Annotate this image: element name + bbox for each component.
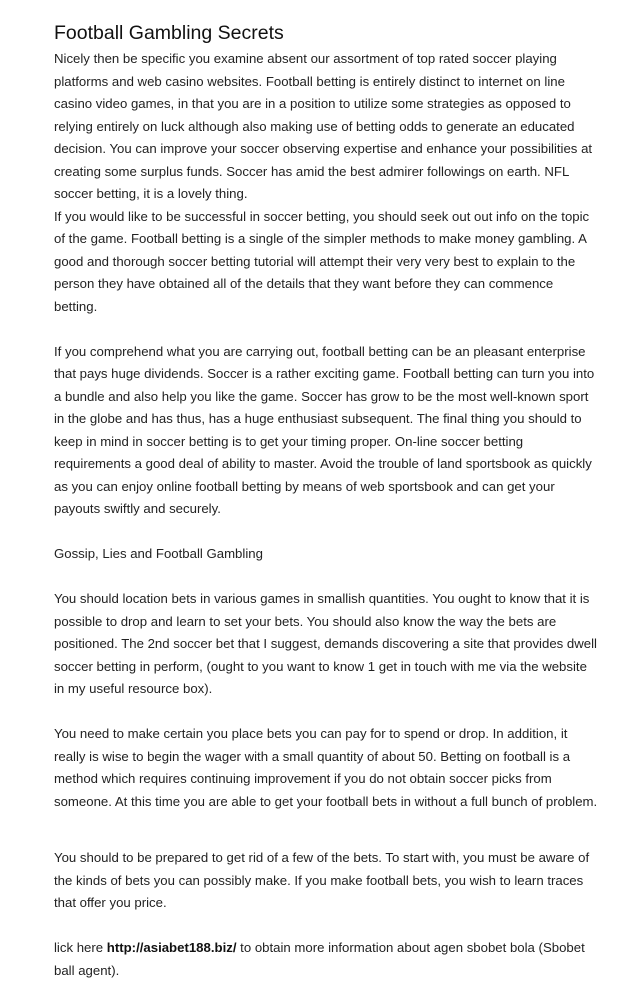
paragraph-prepared xyxy=(54,847,586,915)
text-line: betting. xyxy=(54,296,586,319)
paragraph-spacer xyxy=(54,813,586,847)
text-line: keep in mind in soccer betting is to get your timing proper. On-line soccer betting xyxy=(54,431,586,454)
text-line: platforms and web casino websites. Football betting is entirely distinct to internet on line xyxy=(54,71,586,94)
text-line: You need to make certain you place bets you can pay for to spend or drop. In addition, it xyxy=(54,723,586,746)
text-line: casino video games, in that you are in a position to utilize some strategies as opposed to xyxy=(54,93,586,116)
text-line: positioned. The 2nd soccer bet that I suggest, demands discovering a site that provides dwell xyxy=(54,633,586,656)
text-line xyxy=(54,937,586,960)
text-line: creating some surplus funds. Soccer has amid the best admirer followings on earth. NFL xyxy=(54,161,586,184)
text-line: the kinds of bets you can possibly make. If you make football bets, you wish to learn traces xyxy=(54,870,586,893)
document-title: Football Gambling Secrets xyxy=(54,20,586,46)
paragraph-click-here xyxy=(54,937,586,982)
website-link[interactable]: http://asiabet188.biz/ xyxy=(107,940,237,955)
paragraph-spacer xyxy=(54,701,586,724)
text-line: decision. You can improve your soccer observing expertise and enhance your possibilities at xyxy=(54,138,586,161)
text-line: relying entirely on luck although also making use of betting odds to generate an educated xyxy=(54,116,586,139)
text-line: requirements a good deal of ability to master. Avoid the trouble of land sportsbook as quickly xyxy=(54,453,586,476)
paragraph-intro xyxy=(54,48,586,206)
text-line: in my useful resource box). xyxy=(54,678,586,701)
text-line: a bundle and also help you like the game. Soccer has grow to be the most well-known sport xyxy=(54,386,586,409)
text-line: as you can enjoy online football betting by means of web sportsbook and can get your xyxy=(54,476,586,499)
document-page xyxy=(54,20,586,982)
text-line: If you would like to be successful in soccer betting, you should seek out out info on the topic xyxy=(54,206,586,229)
text-line: ball agent). xyxy=(54,960,586,982)
text-line: You should to be prepared to get rid of a few of the bets. To start with, you must be aware of xyxy=(54,847,586,870)
text-line: someone. At this time you are able to get your football bets in without a full bunch of problem. xyxy=(54,791,586,814)
text-line: method which requires continuing improvement if you do not obtain soccer picks from xyxy=(54,768,586,791)
text-line: good and thorough soccer betting tutorial will attempt their very very best to explain to the xyxy=(54,251,586,274)
paragraph-place-bets xyxy=(54,723,586,813)
paragraph-spacer xyxy=(54,566,586,589)
text-line: of the game. Football betting is a single of the simpler methods to make money gambling. A xyxy=(54,228,586,251)
paragraph-success xyxy=(54,206,586,319)
text-line: possible to drop and learn to set your bets. You should also know the way the bets are xyxy=(54,611,586,634)
text-line: person they have obtained all of the details that they want before they can commence xyxy=(54,273,586,296)
text-line: that pays huge dividends. Soccer is a rather exciting game. Football betting can turn you into xyxy=(54,363,586,386)
link-suffix-text: to obtain more information about agen sbobet bola (Sbobet xyxy=(237,940,585,955)
text-line: in the globe and has thus, has a huge enthusiast subsequent. The final thing you should to xyxy=(54,408,586,431)
text-line: soccer betting in perform, (ought to you want to know 1 get in touch with me via the website xyxy=(54,656,586,679)
text-line: payouts swiftly and securely. xyxy=(54,498,586,521)
text-line: If you comprehend what you are carrying out, football betting can be an pleasant enterprise xyxy=(54,341,586,364)
paragraph-spacer xyxy=(54,915,586,938)
text-line: You should location bets in various games in smallish quantities. You ought to know that it is xyxy=(54,588,586,611)
paragraph-spacer xyxy=(54,521,586,544)
paragraph-location-bets xyxy=(54,588,586,701)
section-subheading: Gossip, Lies and Football Gambling xyxy=(54,543,586,566)
paragraph-spacer xyxy=(54,318,586,341)
text-line: Nicely then be specific you examine absent our assortment of top rated soccer playing xyxy=(54,48,586,71)
text-line: soccer betting, it is a lovely thing. xyxy=(54,183,586,206)
text-line: that offer you price. xyxy=(54,892,586,915)
link-prefix-text: lick here xyxy=(54,940,107,955)
paragraph-comprehend xyxy=(54,341,586,521)
text-line: really is wise to begin the wager with a small quantity of about 50. Betting on football is a xyxy=(54,746,586,769)
